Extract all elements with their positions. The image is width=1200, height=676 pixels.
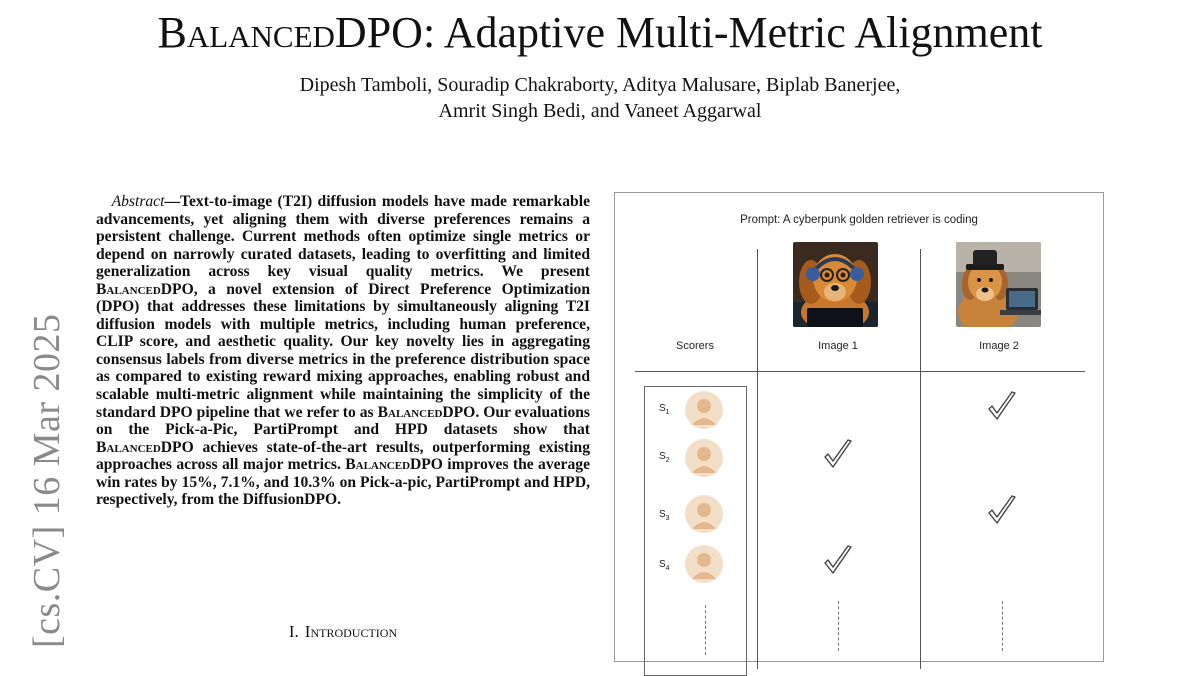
- scorer-label: [659, 403, 670, 416]
- scorer-label: [659, 559, 670, 572]
- scorer-letter: S: [659, 451, 666, 462]
- abstract-method-name: BalancedDPO: [96, 438, 194, 456]
- column-divider: [920, 249, 921, 669]
- section-number: I.: [288, 622, 299, 641]
- checkmark-icon: [821, 543, 855, 577]
- golden-retriever-hat-laptop-image: [956, 242, 1041, 327]
- scorer-index: 1: [665, 409, 670, 416]
- figure-prompt: Prompt: A cyberpunk golden retriever is coding: [740, 214, 978, 226]
- section-heading-introduction: [96, 622, 590, 642]
- abstract-method-name: BalancedDPO: [96, 280, 194, 298]
- scorer-letter: S: [659, 509, 666, 520]
- golden-retriever-headphones-image: [793, 242, 878, 327]
- title-method-name: BalancedDPO: [157, 8, 423, 57]
- abstract-method-name: BalancedDPO: [377, 403, 476, 421]
- abstract-text-2: , a novel extension of Direct Preference Optimization (DPO) that addresses these limitations by simultaneously aligning T2I diffusion models with multiple metrics, including human preference, CLIP score, and aesthetic quality. Our key novelty lies in aggregating consensus labels from diverse metrics in the preference distribution space as compared to existing reward mixing approaches, enabling robust and scalable multi-metric alignment while maintaining the simplicity of the standard DPO pipeline that we refer to as: [96, 280, 590, 421]
- figure-scorer-comparison: [614, 192, 1104, 662]
- checkmark-icon: [821, 437, 855, 471]
- abstract-method-name: BalancedDPO: [345, 456, 443, 474]
- user-avatar-icon: [685, 495, 723, 533]
- scorer-label: [659, 451, 670, 464]
- column-divider: [757, 249, 758, 669]
- abstract-text-4: achieves state-of-the-art results, outperforming existing approaches across all major metrics.: [96, 438, 590, 474]
- authors-line-2: Amrit Singh Bedi, and Vaneet Aggarwal: [438, 100, 762, 122]
- section-title: Introduction: [304, 622, 398, 641]
- scorer-index: 3: [665, 515, 670, 522]
- abstract-text-5: improves the average win rates by 15%, 7.1%, and 10.3% on Pick-a-pic, PartiPrompt and HPD, respectively, from the DiffusionDPO.: [96, 456, 590, 509]
- column-header-image-1: Image 1: [818, 340, 858, 352]
- scorer-label: [659, 509, 670, 522]
- scorer-letter: S: [659, 559, 666, 570]
- title-subtitle: : Adaptive Multi-Metric Alignment: [422, 8, 1043, 57]
- user-avatar-icon: [685, 391, 723, 429]
- scorer-letter: S: [659, 403, 666, 414]
- scorer-index: 4: [665, 565, 670, 572]
- continuation-dots: [1002, 601, 1003, 651]
- user-avatar-icon: [685, 439, 723, 477]
- authors-line-1: Dipesh Tamboli, Souradip Chakraborty, Aditya Malusare, Biplab Banerjee,: [299, 74, 901, 96]
- column-header-image-2: Image 2: [979, 340, 1019, 352]
- scorer-index: 2: [665, 457, 670, 464]
- author-list: [0, 72, 1200, 124]
- column-header-scorers: Scorers: [676, 340, 714, 352]
- abstract-text-1: —Text-to-image (T2I) diffusion models have made remarkable advancements, yet aligning them with diverse preferences remains a persistent challenge. Current methods often optimize single metrics or depend on narrowly curated datasets, leading to overfitting and limited generalization across key visual quality metrics. We present: [96, 193, 590, 281]
- paper-title: [0, 8, 1200, 58]
- abstract-text-3: . Our evaluations on the Pick-a-Pic, PartiPrompt and HPD datasets show that: [96, 403, 590, 439]
- abstract: [96, 193, 590, 509]
- header-row-divider: [635, 371, 1085, 372]
- arxiv-side-stamp: [cs.CV] 16 Mar 2025: [26, 313, 68, 648]
- continuation-dots: [838, 601, 839, 651]
- checkmark-icon: [985, 389, 1019, 423]
- checkmark-icon: [985, 493, 1019, 527]
- user-avatar-icon: [685, 545, 723, 583]
- abstract-label: Abstract: [111, 193, 165, 210]
